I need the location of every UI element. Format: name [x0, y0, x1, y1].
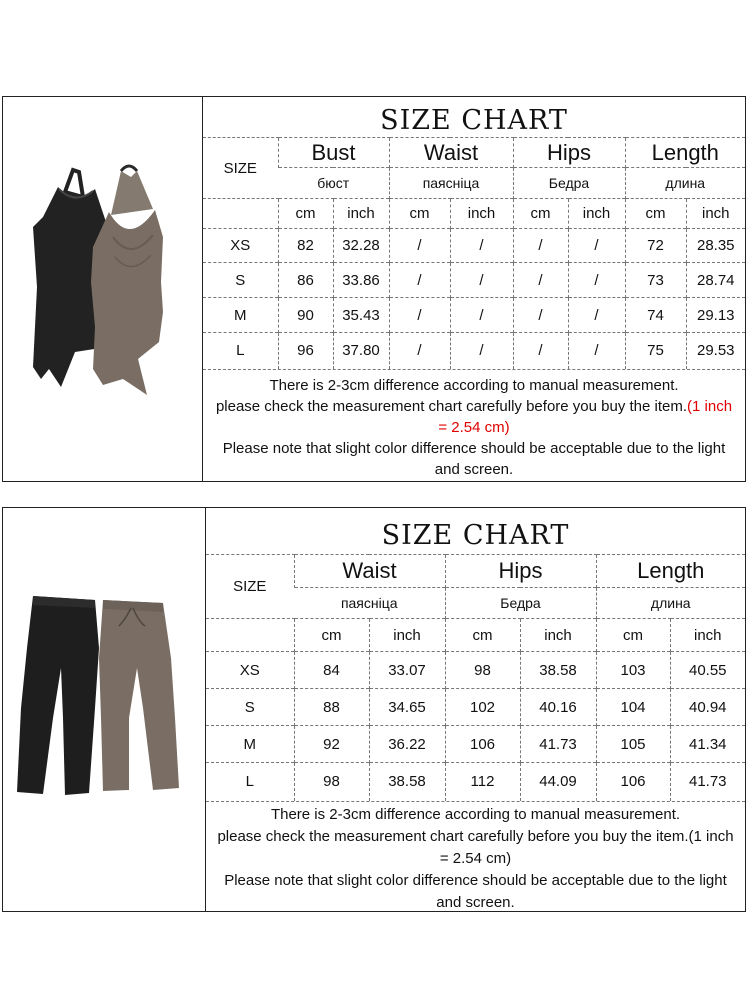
bust-header: Bust — [278, 138, 389, 168]
table-row — [203, 298, 745, 333]
length-header: Length — [596, 555, 745, 588]
value-cell: 104 — [596, 689, 670, 726]
tops-header-row — [203, 138, 745, 168]
value-cell: 102 — [445, 689, 520, 726]
hips-subheader: Бедра — [513, 168, 625, 199]
value-cell: / — [450, 263, 513, 298]
waist-header: Waist — [389, 138, 513, 168]
waist-subheader: паясніца — [389, 168, 513, 199]
value-cell: / — [568, 333, 625, 369]
value-cell: / — [513, 333, 568, 369]
value-cell: 74 — [625, 298, 686, 333]
value-cell: / — [389, 298, 450, 333]
value-cell: 82 — [278, 229, 333, 263]
size-cell: M — [206, 726, 294, 763]
hips-header: Hips — [445, 555, 596, 588]
table-row — [206, 726, 745, 763]
value-cell: / — [568, 229, 625, 263]
pants-chart-area — [206, 508, 745, 911]
pants-product-image — [3, 508, 206, 911]
value-cell: 73 — [625, 263, 686, 298]
unit-cm: cm — [596, 619, 670, 652]
length-header: Length — [625, 138, 745, 168]
value-cell: 72 — [625, 229, 686, 263]
value-cell: / — [513, 263, 568, 298]
pants-chart-title: SIZE CHART — [381, 520, 570, 551]
value-cell: / — [389, 229, 450, 263]
value-cell: 96 — [278, 333, 333, 369]
unit-inch: inch — [670, 619, 745, 652]
value-cell: 112 — [445, 763, 520, 801]
value-cell: 41.73 — [520, 726, 596, 763]
value-cell: 32.28 — [333, 229, 389, 263]
value-cell: 37.80 — [333, 333, 389, 369]
size-cell: M — [203, 298, 278, 333]
table-row — [203, 263, 745, 298]
hips-header: Hips — [513, 138, 625, 168]
table-row — [206, 652, 745, 689]
tops-notes — [203, 369, 745, 480]
value-cell: 106 — [445, 726, 520, 763]
pants-header-row — [206, 555, 745, 588]
check-chart-note — [213, 396, 735, 438]
value-cell: 44.09 — [520, 763, 596, 801]
inch-conversion-note: (1 inch = 2.54 cm) — [438, 397, 733, 436]
size-column-header: SIZE — [203, 138, 278, 199]
pants-notes — [206, 801, 745, 914]
value-cell: 34.65 — [369, 689, 445, 726]
unit-cm: cm — [513, 199, 568, 229]
value-cell: / — [568, 298, 625, 333]
unit-cm: cm — [278, 199, 333, 229]
value-cell: 33.07 — [369, 652, 445, 689]
value-cell: 29.13 — [686, 298, 745, 333]
tops-size-chart — [2, 96, 746, 482]
unit-inch: inch — [568, 199, 625, 229]
tops-subheader-row — [203, 168, 745, 199]
value-cell: / — [389, 333, 450, 369]
unit-inch: inch — [520, 619, 596, 652]
size-cell: L — [203, 333, 278, 369]
unit-inch: inch — [333, 199, 389, 229]
value-cell: / — [450, 298, 513, 333]
value-cell: 92 — [294, 726, 369, 763]
value-cell: 75 — [625, 333, 686, 369]
value-cell: / — [513, 229, 568, 263]
unit-cm: cm — [294, 619, 369, 652]
table-row — [203, 333, 745, 369]
value-cell: 35.43 — [333, 298, 389, 333]
black-pants-illustration — [17, 596, 99, 795]
color-difference-note: Please note that slight color difference should be acceptable due to the light and screen. — [222, 439, 726, 478]
size-cell: S — [206, 689, 294, 726]
value-cell: 90 — [278, 298, 333, 333]
measurement-note: There is 2-3cm difference according to manual measurement. — [269, 376, 679, 394]
length-subheader: длина — [596, 588, 745, 619]
table-row — [206, 689, 745, 726]
pants-unit-row — [206, 619, 745, 652]
value-cell: 98 — [294, 763, 369, 801]
value-cell: / — [389, 263, 450, 298]
unit-inch: inch — [369, 619, 445, 652]
value-cell: 28.35 — [686, 229, 745, 263]
table-row — [206, 763, 745, 801]
value-cell: 86 — [278, 263, 333, 298]
tops-chart-title: SIZE CHART — [380, 105, 568, 136]
size-cell: XS — [203, 229, 278, 263]
value-cell: / — [568, 263, 625, 298]
value-cell: 103 — [596, 652, 670, 689]
value-cell: 40.55 — [670, 652, 745, 689]
size-column-header: SIZE — [206, 555, 294, 619]
size-cell: L — [206, 763, 294, 801]
value-cell: 98 — [445, 652, 520, 689]
waist-subheader: паясніца — [294, 588, 445, 619]
check-chart-note: please check the measurement chart carefully before you buy the item.(1 inch = 2.54 cm) — [217, 827, 734, 867]
value-cell: 29.53 — [686, 333, 745, 369]
value-cell: 41.34 — [670, 726, 745, 763]
value-cell: 106 — [596, 763, 670, 801]
taupe-pants-illustration — [99, 600, 179, 791]
value-cell: / — [513, 298, 568, 333]
value-cell: 36.22 — [369, 726, 445, 763]
table-row — [203, 229, 745, 263]
value-cell: 41.73 — [670, 763, 745, 801]
value-cell: / — [450, 333, 513, 369]
check-chart-text: please check the measurement chart carefully before you buy the item. — [215, 397, 688, 415]
value-cell: 84 — [294, 652, 369, 689]
size-cell: XS — [206, 652, 294, 689]
value-cell: 105 — [596, 726, 670, 763]
tops-size-table — [203, 137, 745, 369]
value-cell: 28.74 — [686, 263, 745, 298]
value-cell: 38.58 — [369, 763, 445, 801]
value-cell: / — [450, 229, 513, 263]
measurement-note: There is 2-3cm difference according to manual measurement. — [270, 805, 681, 823]
tops-unit-row — [203, 199, 745, 229]
value-cell: 40.94 — [670, 689, 745, 726]
taupe-halter-top-illustration — [91, 166, 163, 395]
value-cell: 33.86 — [333, 263, 389, 298]
color-difference-note: Please note that slight color difference should be acceptable due to the light and screen. — [224, 871, 727, 911]
bust-subheader: бюст — [278, 168, 389, 199]
pants-size-chart — [2, 507, 746, 912]
waist-header: Waist — [294, 555, 445, 588]
size-cell: S — [203, 263, 278, 298]
tops-chart-area — [203, 97, 745, 481]
value-cell: 40.16 — [520, 689, 596, 726]
unit-cm: cm — [625, 199, 686, 229]
unit-blank — [203, 199, 278, 229]
unit-cm: cm — [389, 199, 450, 229]
pants-size-table — [206, 554, 745, 801]
unit-inch: inch — [450, 199, 513, 229]
hips-subheader: Бедра — [445, 588, 596, 619]
unit-cm: cm — [445, 619, 520, 652]
value-cell: 38.58 — [520, 652, 596, 689]
unit-blank — [206, 619, 294, 652]
value-cell: 88 — [294, 689, 369, 726]
halter-top-product-image — [3, 97, 203, 481]
unit-inch: inch — [686, 199, 745, 229]
length-subheader: длина — [625, 168, 745, 199]
